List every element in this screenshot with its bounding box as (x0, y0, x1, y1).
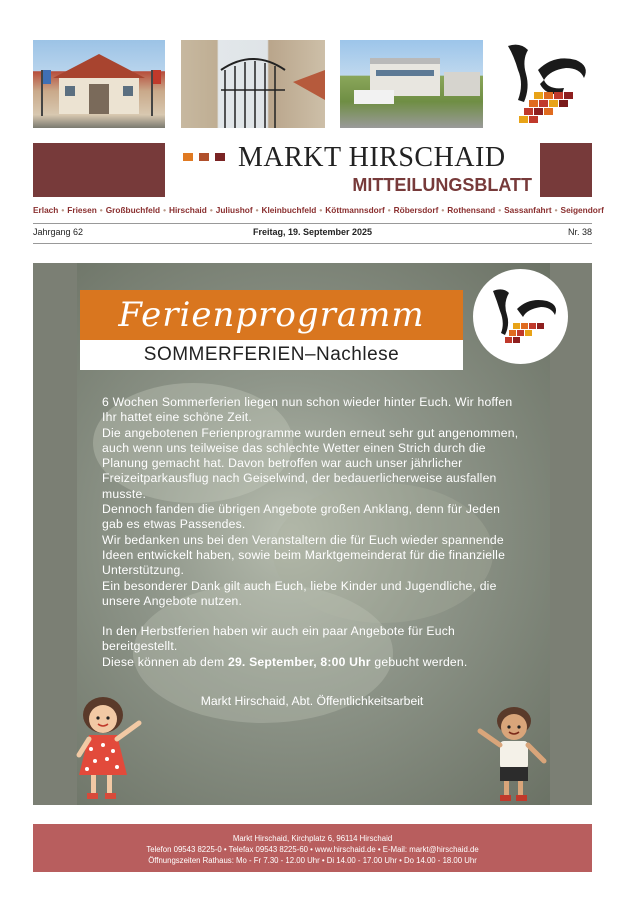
town-hall-photo (33, 40, 165, 128)
boy-illustration (476, 703, 551, 805)
separator: • (163, 205, 166, 215)
body-paragraph: Ein besonderer Dank gilt auch Euch, liebe Kinder und Jugendliche, die unsere Angebote nutzen. (102, 578, 497, 608)
body-paragraph: Die angebotenen Ferienprogramme wurden erneut sehr gut angenommen, auch wenn uns teilweise das schlechte Wetter einen Strich durch die Planung gemacht hat. Davon betroffen war auch unser jährlicher Freizeitparkausflug nach Geiselwind, der bedauerlicherweise ausfallen musste. (102, 425, 519, 501)
paragraph-gap (102, 609, 522, 624)
separator: • (99, 205, 103, 215)
poster-side-left (33, 263, 77, 805)
village-item: Juliushof (215, 205, 253, 215)
accent-square-3 (215, 153, 225, 161)
rule-bottom (33, 243, 592, 244)
gate-illustration (181, 40, 325, 128)
girl-illustration (73, 693, 148, 805)
separator: • (255, 205, 259, 215)
issue-number: Nr. 38 (567, 227, 592, 237)
footer-address: Markt Hirschaid, Kirchplatz 6, 96114 Hirschaid (232, 834, 393, 843)
separator: • (387, 205, 391, 215)
autumn-paragraph: In den Herbstferien haben wir auch ein paar Angebote für Euch bereitgestellt. (102, 624, 455, 654)
castle-gate-photo (181, 40, 325, 128)
separator: • (209, 205, 213, 215)
booking-suffix: gebucht werden. (374, 654, 468, 669)
building-illustration (340, 40, 483, 128)
logo-mark-icon (504, 40, 590, 126)
village-item: Köttmannsdorf (325, 205, 385, 215)
town-hall-illustration (33, 40, 165, 128)
logo-badge (473, 269, 568, 364)
issue-info-line (33, 227, 592, 241)
hirschaid-logo (504, 40, 590, 126)
rule-top (33, 223, 592, 224)
accent-square-1 (183, 153, 193, 161)
village-item: Seigendorf (560, 205, 604, 215)
masthead-left-block (33, 143, 165, 197)
body-paragraph: 6 Wochen Sommerferien liegen nun schon wieder hinter Euch. Wir hoffen Ihr hattet eine schöne Zeit. (102, 395, 513, 425)
masthead-right-block (540, 143, 592, 197)
village-item: Großbuchfeld (105, 205, 161, 215)
village-item: Sassanfahrt (504, 205, 552, 215)
footer-contact-bar (33, 824, 592, 872)
separator: • (319, 205, 323, 215)
poster-body (102, 395, 522, 670)
village-item: Kleinbuchfeld (261, 205, 317, 215)
volume-label: Jahrgang 62 (33, 227, 84, 237)
village-item: Hirschaid (169, 205, 207, 215)
badge-logo-icon (473, 269, 568, 364)
village-item: Erlach (33, 205, 59, 215)
booking-date: 29. September, 8:00 Uhr (227, 654, 371, 669)
booking-paragraph (102, 655, 522, 670)
village-item: Friesen (67, 205, 97, 215)
separator: • (554, 205, 558, 215)
booking-prefix: Diese können ab dem (102, 654, 225, 669)
separator: • (61, 205, 65, 215)
masthead-title: MARKT HIRSCHAID (238, 142, 506, 173)
masthead-subtitle: MITTEILUNGSBLATT (352, 175, 532, 195)
poster-heading: Ferienprogramm (118, 295, 425, 335)
issue-date: Freitag, 19. September 2025 (252, 227, 373, 237)
ferienprogramm-poster (33, 263, 592, 805)
separator: • (441, 205, 445, 215)
body-paragraph: Dennoch fanden die übrigen Angebote großen Anklang, denn für Jeden gab es etwas Passendes. (102, 502, 501, 532)
separator: • (498, 205, 502, 215)
poster-signature: Markt Hirschaid, Abt. Öffentlichkeitsarbeit (200, 694, 424, 708)
village-list (33, 205, 604, 215)
poster-subheading: SOMMERFERIEN–Nachlese (143, 344, 400, 365)
accent-square-2 (199, 153, 209, 161)
body-paragraph: Wir bedanken uns bei den Veranstaltern die für Euch wieder spannende Ideen entwickelt haben, sowie beim Marktgemeinderat für die finanzielle Unterstützung. (102, 532, 506, 578)
footer-hours: Öffnungszeiten Rathaus: Mo - Fr 7.30 - 12.00 Uhr • Di 14.00 - 17.00 Uhr • Do 14.00 - 18.00 Uhr (148, 856, 477, 865)
village-item: Röbersdorf (393, 205, 439, 215)
village-item: Rothensand (447, 205, 496, 215)
footer-contact: Telefon 09543 8225-0 • Telefax 09543 8225-60 • www.hirschaid.de • E-Mail: markt@hirschaid.de (146, 845, 479, 854)
school-building-photo (340, 40, 483, 128)
